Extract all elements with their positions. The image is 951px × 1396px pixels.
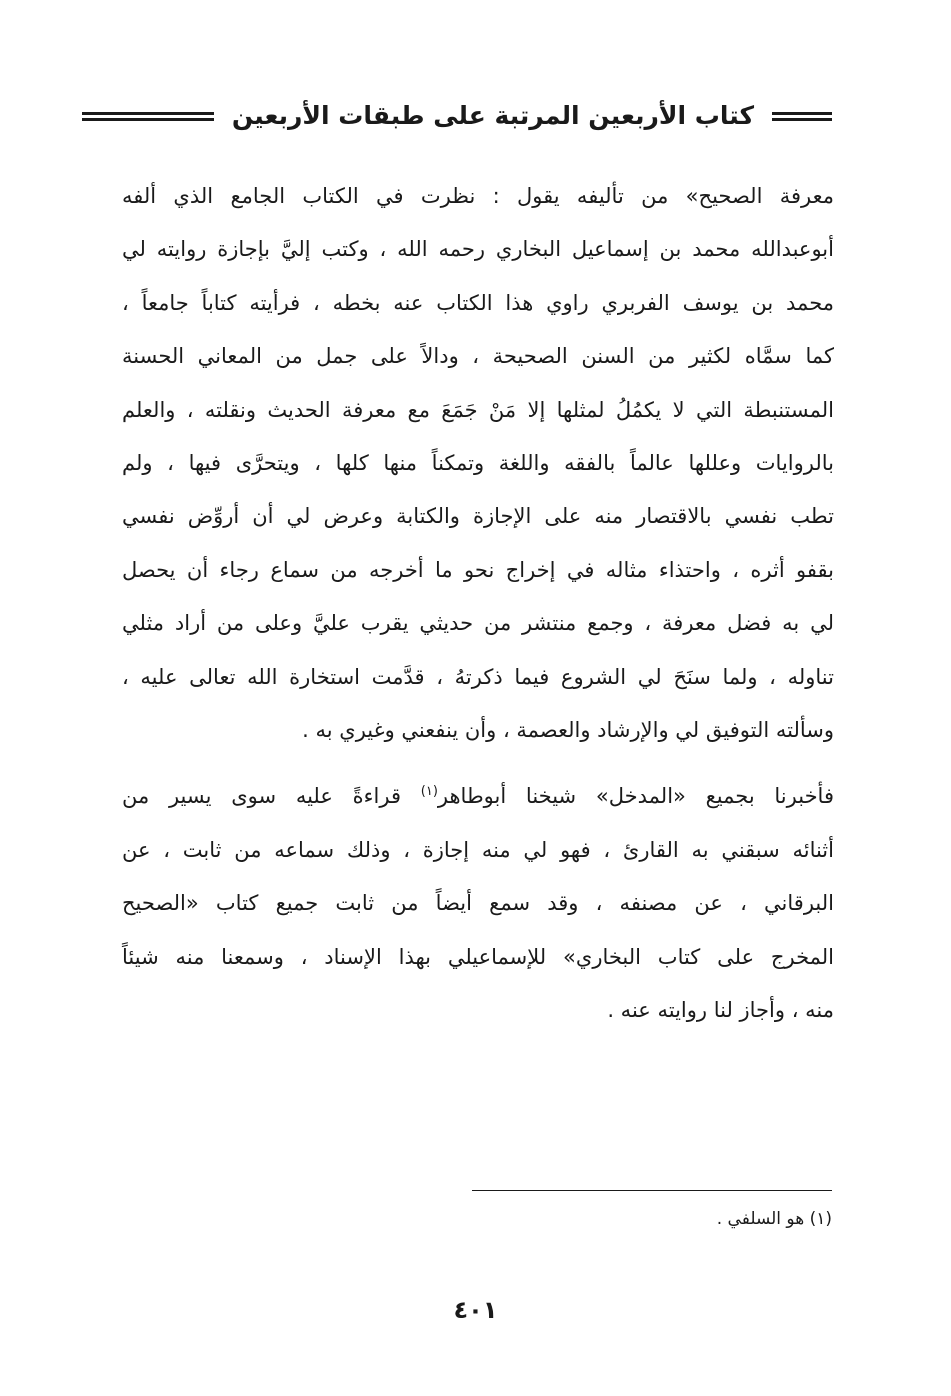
text-line-with-footnote-ref <box>122 770 834 823</box>
footnote-divider <box>472 1190 832 1191</box>
body-text <box>122 170 834 1038</box>
text-line: بالروايات وعللها عالماً بالفقه واللغة وتمكناً منها كلها ، ويتحرَّى فيها ، ولم <box>122 451 834 476</box>
text-segment: قراءةً عليه سوى يسير من <box>122 784 401 809</box>
text-line: معرفة الصحيح» من تأليفه يقول : نظرت في الكتاب الجامع الذي ألفه <box>122 184 834 208</box>
header-rule-right <box>772 112 832 121</box>
text-line: وسألته التوفيق لي والإرشاد والعصمة ، وأن ينفعني وغيري به . <box>302 718 834 743</box>
paragraph-2 <box>122 770 834 1037</box>
text-line: تطب نفسي بالاقتصار منه على الإجازة والكتابة وعرض لي أن أروِّض نفسي <box>122 504 834 529</box>
text-line: المستنبطة التي لا يكمُلُ لمثلها إلا مَنْ جَمَعَ مع معرفة الحديث ونقلته ، والعلم <box>122 397 834 422</box>
text-line: البرقاني ، عن مصنفه ، وقد سمع أيضاً من ثابت جميع كتاب «الصحيح <box>122 891 834 916</box>
text-line: كما سمَّاه لكثير من السنن الصحيحة ، ودالاً على جمل من المعاني الحسنة <box>122 344 834 369</box>
header-rule-left <box>82 112 214 121</box>
paragraph-1 <box>122 170 834 757</box>
text-line: أبوعبدالله محمد بن إسماعيل البخاري رحمه الله ، وكتب إليَّ بإجازة روايته لي <box>122 237 834 262</box>
text-line: أثنائه سبقني به القارئ ، فهو لي منه إجازة ، وذلك سماعه من ثابت ، عن <box>122 837 834 862</box>
text-line: منه ، وأجاز لنا روايته عنه . <box>607 998 834 1023</box>
footnote: (١) هو السلفي . <box>716 1209 832 1229</box>
text-line: لي به فضل معرفة ، وجمع منتشر من حديثي يقرب عليَّ وعلى من أراد مثلي <box>122 611 834 636</box>
running-header <box>122 92 832 140</box>
text-segment: فأخبرنا بجميع «المدخل» شيخنا أبوطاهر <box>437 784 834 809</box>
text-line: المخرج على كتاب البخاري» للإسماعيلي بهذا الإسناد ، وسمعنا منه شيئاً <box>122 944 834 969</box>
text-line: تناوله ، ولما سنَحَ لي الشروع فيما ذكرتهُ ، قدَّمت استخارة الله تعالى عليه ، <box>122 664 834 689</box>
footnote-reference[interactable]: (١) <box>420 784 438 800</box>
text-line: محمد بن يوسف الفربري راوي هذا الكتاب عنه بخطه ، فرأيته كتاباً جامعاً ، <box>122 290 834 315</box>
text-line: بقفو أثره ، واحتذاء مثاله في إخراج نحو ما أخرجه من سماع رجاء أن يحصل <box>122 557 834 582</box>
page-number: ٤٠١ <box>453 1296 498 1324</box>
header-title: كتاب الأربعين المرتبة على طبقات الأربعين <box>231 101 754 130</box>
